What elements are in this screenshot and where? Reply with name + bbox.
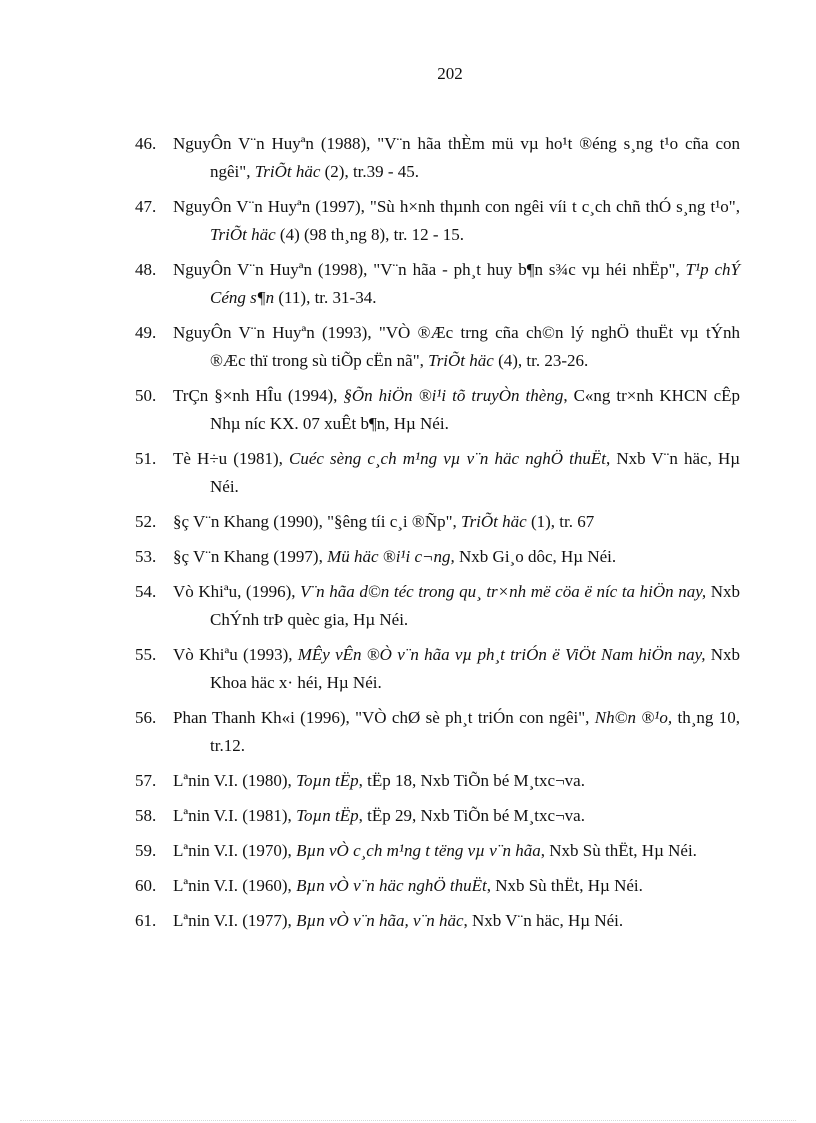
reference-text [173, 876, 643, 895]
reference-title-italic: TriÕt häc [461, 512, 527, 531]
reference-text-segment: Nxb Khoa häc x· héi, Hµ Néi. [210, 645, 740, 692]
reference-title-italic: §Õn hiÖn ®i¹i tõ truyÒn thèng [343, 386, 564, 405]
reference-text-segment: (11), tr. 31-34. [274, 288, 377, 307]
reference-item [135, 543, 740, 571]
reference-number: 56. [135, 708, 157, 727]
reference-text-segment: Lªnin V.I. (1980), [173, 771, 297, 790]
reference-item [135, 837, 740, 865]
reference-text-segment: Tè H÷u (1981), [173, 449, 289, 468]
reference-title-italic: Bµn vÒ c¸ch m¹ng t tëng vµ v¨n hãa [296, 841, 541, 860]
page-number: 202 [437, 64, 463, 83]
reference-text-segment: , C«ng tr×nh KHCN cÊp Nhµ níc KX. 07 xuÊt b¶n, Hµ Néi. [210, 386, 741, 433]
reference-text-segment: NguyÔn V¨n Huyªn (1988), "V¨n hãa thÈm mü vµ ho¹t ®éng s¸ng t¹o cña con ngêi", [173, 134, 740, 181]
reference-text-segment: , Nxb Sù thËt, Hµ Néi. [540, 841, 697, 860]
reference-text-segment: §ç V¨n Khang (1997), [173, 547, 328, 566]
reference-number: 47. [135, 197, 157, 216]
reference-number: 48. [135, 260, 157, 279]
reference-text-segment: (1), tr. 67 [526, 512, 595, 531]
reference-item [135, 641, 740, 697]
reference-title-italic: Nh©n ®¹o, [594, 708, 673, 727]
reference-title-italic: Cuéc sèng c¸ch m¹ng vµ v¨n häc nghÖ thuËt [289, 449, 606, 468]
reference-number: 55. [135, 645, 157, 664]
bottom-dotted-rule [20, 1120, 796, 1121]
reference-text-segment: NguyÔn V¨n Huyªn (1997), "Sù h×nh thµnh con ngêi víi t c¸ch chñ thÓ s¸ng t¹o", [173, 197, 740, 216]
reference-number: 60. [135, 876, 157, 895]
reference-title-italic: Bµn vÒ v¨n hãa, v¨n häc [296, 911, 464, 930]
reference-number: 54. [135, 582, 157, 601]
reference-text-segment: Lªnin V.I. (1970), [173, 841, 297, 860]
reference-text-segment: , tËp 18, Nxb TiÕn bé M¸txc¬va. [358, 771, 585, 790]
reference-number: 53. [135, 547, 157, 566]
reference-title-italic: Toµn tËp [296, 806, 359, 825]
reference-text [173, 386, 740, 433]
reference-number: 61. [135, 911, 157, 930]
reference-item [135, 193, 740, 249]
reference-text [173, 323, 740, 370]
reference-item [135, 382, 740, 438]
reference-text-segment: Nxb ChÝnh trÞ quèc gia, Hµ Néi. [210, 582, 741, 629]
reference-title-italic: TriÕt häc [210, 225, 276, 244]
reference-item [135, 130, 740, 186]
reference-text [173, 911, 623, 930]
reference-text-segment: , Nxb Sù thËt, Hµ Néi. [486, 876, 643, 895]
reference-text-segment: NguyÔn V¨n Huyªn (1993), "VÒ ®Æc trng cña ch©n lý nghÖ thuËt vµ tÝnh ®Æc thï trong sù tiÕp cËn nã", [173, 323, 740, 370]
reference-item [135, 767, 740, 795]
reference-text-segment: (4) (98 th¸ng 8), tr. 12 - 15. [275, 225, 465, 244]
reference-number: 46. [135, 134, 157, 153]
reference-number: 59. [135, 841, 157, 860]
reference-text-segment: Nxb Gi¸o dôc, Hµ Néi. [454, 547, 617, 566]
reference-number: 57. [135, 771, 157, 790]
reference-title-italic: V¨n hãa d©n téc trong qu¸ tr×nh më cöa ë níc ta hiÖn nay, [300, 582, 707, 601]
reference-title-italic: TriÕt häc [428, 351, 494, 370]
reference-title-italic: MÊy vÊn ®Ò v¨n hãa vµ ph¸t triÓn ë ViÖt Nam hiÖn nay, [297, 645, 706, 664]
reference-text [173, 841, 697, 860]
reference-title-italic: T¹p chÝ Céng s¶n [210, 260, 740, 307]
reference-item [135, 802, 740, 830]
reference-number: 52. [135, 512, 157, 531]
reference-text-segment: NguyÔn V¨n Huyªn (1998), "V¨n hãa - ph¸t huy b¶n s¾c vµ héi nhËp", [173, 260, 686, 279]
reference-text [173, 134, 740, 181]
reference-text [173, 547, 616, 566]
reference-title-italic: Mü häc ®i¹i c¬ng, [327, 547, 455, 566]
reference-number: 51. [135, 449, 157, 468]
reference-text [173, 512, 594, 531]
reference-title-italic: Bµn vÒ v¨n häc nghÖ thuËt [296, 876, 487, 895]
reference-item [135, 319, 740, 375]
reference-text-segment: th¸ng 10, tr.12. [210, 708, 740, 755]
reference-text [173, 708, 740, 755]
reference-title-italic: TriÕt häc [254, 162, 321, 181]
reference-text-segment: , Nxb V¨n häc, Hµ Néi. [210, 449, 741, 496]
reference-item [135, 872, 740, 900]
reference-item [135, 256, 740, 312]
reference-text-segment: Vò Khiªu (1993), [173, 645, 298, 664]
reference-text-segment: , tËp 29, Nxb TiÕn bé M¸txc¬va. [358, 806, 585, 825]
reference-number: 49. [135, 323, 157, 342]
reference-text [173, 197, 740, 244]
reference-text-segment: Phan Thanh Kh«i (1996), "VÒ chØ sè ph¸t triÓn con ngêi", [173, 708, 595, 727]
reference-list [135, 130, 740, 942]
reference-text [173, 771, 585, 790]
reference-text-segment: Lªnin V.I. (1981), [173, 806, 297, 825]
reference-title-italic: Toµn tËp [296, 771, 359, 790]
reference-number: 50. [135, 386, 157, 405]
reference-text [173, 449, 740, 496]
reference-text-segment: , Nxb V¨n häc, Hµ Néi. [463, 911, 624, 930]
reference-text-segment: Lªnin V.I. (1977), [173, 911, 297, 930]
reference-item [135, 508, 740, 536]
reference-text-segment: Lªnin V.I. (1960), [173, 876, 297, 895]
reference-item [135, 907, 740, 935]
reference-text-segment: (2), tr.39 - 45. [320, 162, 420, 181]
reference-text [173, 582, 740, 629]
reference-item [135, 578, 740, 634]
reference-text-segment: §ç V¨n Khang (1990), "§êng tíi c¸i ®Ñp", [173, 512, 462, 531]
reference-text-segment: (4), tr. 23-26. [493, 351, 589, 370]
reference-text [173, 806, 585, 825]
reference-text [173, 645, 740, 692]
reference-text-segment: TrÇn §×nh HÎu (1994), [173, 386, 344, 405]
reference-item [135, 704, 740, 760]
reference-number: 58. [135, 806, 157, 825]
reference-item [135, 445, 740, 501]
reference-text-segment: Vò Khiªu, (1996), [173, 582, 301, 601]
reference-text [173, 260, 740, 307]
